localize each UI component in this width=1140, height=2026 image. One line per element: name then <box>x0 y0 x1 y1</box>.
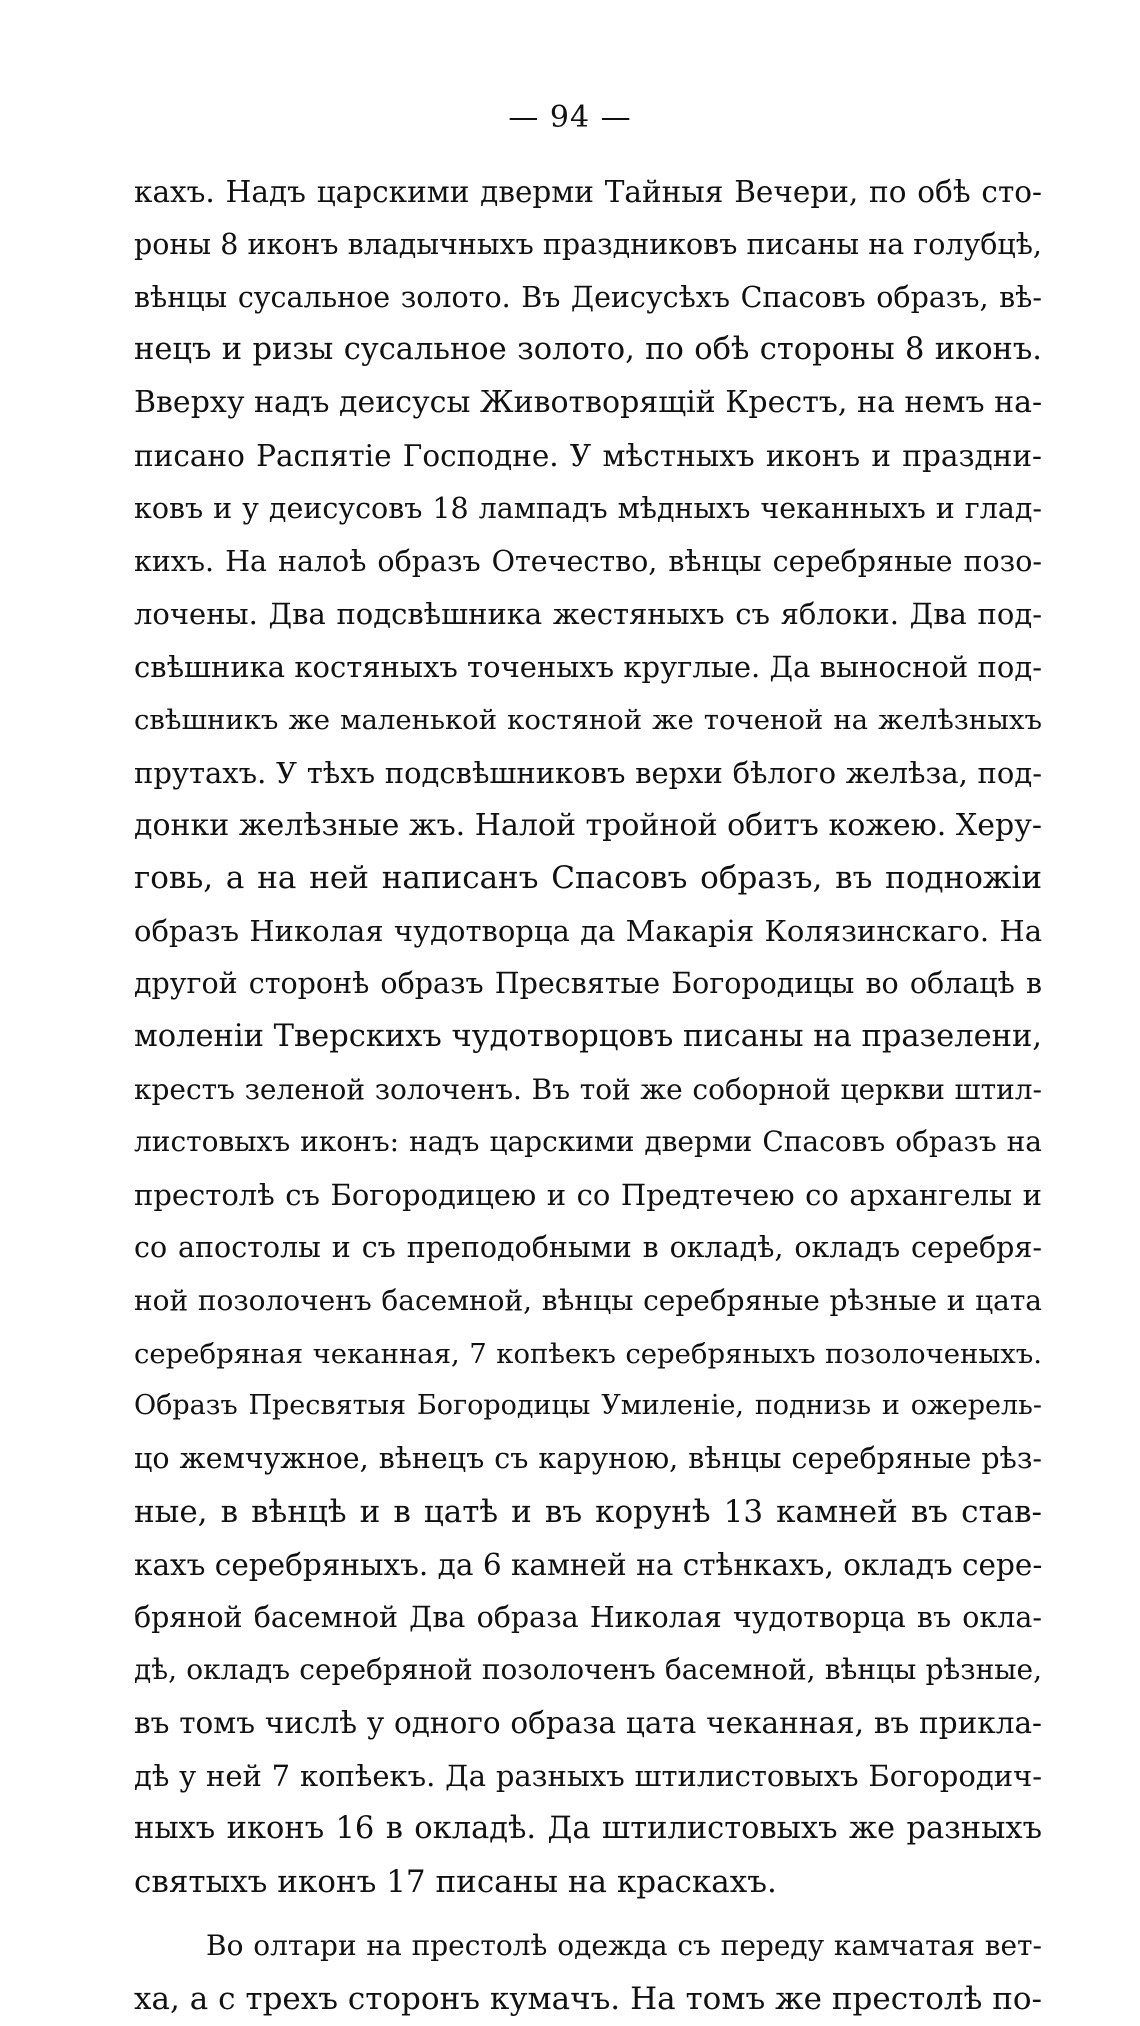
text-line: цо жемчужное, вѣнецъ съ каруною, вѣнцы серебряные рѣз- <box>134 1442 1042 1476</box>
text-line: престолѣ съ Богородицею и со Предтечею со архангелы и <box>134 1178 1042 1213</box>
page-number: — 94 — <box>508 100 632 135</box>
text-line: дѣ, окладъ серебряной позолоченъ басемной, вѣнцы рѣзные, <box>134 1653 1042 1687</box>
text-line: роны 8 иконъ владычныхъ праздниковъ писаны на голубцѣ, <box>134 227 1042 261</box>
text-line: ха, а с трехъ сторонъ кумачъ. На томъ же престолѣ по- <box>134 1981 1042 2018</box>
text-line: прутахъ. У тѣхъ подсвѣшниковъ верхи бѣлого желѣза, под- <box>134 755 1042 790</box>
text-line: нецъ и ризы сусальное золото, по обѣ стороны 8 иконъ. <box>134 332 1042 368</box>
text-line: со апостолы и съ преподобными в окладѣ, окладъ серебря- <box>134 1230 1042 1264</box>
text-line: крестъ зеленой золоченъ. Въ той же соборной церкви штил- <box>134 1072 1042 1106</box>
text-line: вѣнцы сусальное золото. Въ Деисусѣхъ Спасовъ образъ, вѣ- <box>134 280 1042 314</box>
text-line: лочены. Два подсвѣшника жестяныхъ съ яблоки. Два под- <box>134 597 1042 632</box>
text-line: говь, а на ней написанъ Спасовъ образъ, въ подножіи <box>134 860 1042 897</box>
text-line: дѣ у ней 7 копѣекъ. Да разныхъ штилистовыхъ Богородич- <box>134 1758 1042 1793</box>
body-text <box>134 166 1042 2026</box>
text-line: моленіи Тверскихъ чудотворцовъ писаны на празелени, <box>134 1018 1042 1054</box>
paragraph-2 <box>134 1920 1042 2026</box>
text-line: бряной басемной Два образа Николая чудотворца въ окла- <box>134 1600 1042 1634</box>
paragraph-1 <box>134 166 1042 1908</box>
paragraph-gap <box>134 1908 1042 1920</box>
text-line: Вверху надъ деисусы Животворящій Крестъ, на немъ на- <box>134 385 1042 421</box>
text-line: образъ Николая чудотворца да Макарія Колязинскаго. На <box>134 914 1042 949</box>
text-line: свѣшника костяныхъ точеныхъ круглые. Да выносной под- <box>134 650 1042 685</box>
text-line: святыхъ иконъ 17 писаны на краскахъ. <box>134 1863 777 1900</box>
text-line: ныхъ иконъ 16 в окладѣ. Да штилистовыхъ же разныхъ <box>134 1810 1042 1846</box>
text-line: писано Распятіе Господне. У мѣстныхъ иконъ и праздни- <box>134 438 1042 473</box>
text-line: ные, в вѣнцѣ и в цатѣ и въ корунѣ 13 камней въ став- <box>134 1493 1042 1530</box>
text-line: другой сторонѣ образъ Пресвятые Богородицы во облацѣ в <box>134 966 1042 1000</box>
text-line: Во олтари на престолѣ одежда съ переду камчатая вет- <box>206 1929 1042 1963</box>
text-line: Образъ Пресвятыя Богородицы Умиленіе, поднизь и ожерель- <box>134 1390 1042 1422</box>
text-line: въ томъ числѣ у одного образа цата чеканная, въ прикла- <box>134 1706 1042 1741</box>
text-line: свѣшникъ же маленькой костяной же точеной на желѣзныхъ <box>134 703 1042 736</box>
text-line: листовыхъ иконъ: надъ царскими дверми Спасовъ образъ на <box>134 1125 1042 1159</box>
text-line: донки желѣзные жъ. Налой тройной обитъ кожею. Херу- <box>134 807 1042 843</box>
text-line: ковъ и у деисусовъ 18 лампадъ мѣдныхъ чеканныхъ и глад- <box>134 491 1042 525</box>
text-line: кахъ серебряныхъ. да 6 камней на стѣнкахъ, окладъ сере- <box>134 1547 1042 1582</box>
text-line: кахъ. Надъ царскими дверми Тайныя Вечери, по обѣ сто- <box>134 175 1042 209</box>
text-line: серебряная чеканная, 7 копѣекъ серебряныхъ позолоченыхъ. <box>134 1337 1042 1370</box>
text-line: кихъ. На налоѣ образъ Отечество, вѣнцы серебряные позо- <box>134 544 1042 578</box>
text-line: ной позолоченъ басемной, вѣнцы серебряные рѣзные и цата <box>134 1283 1042 1317</box>
